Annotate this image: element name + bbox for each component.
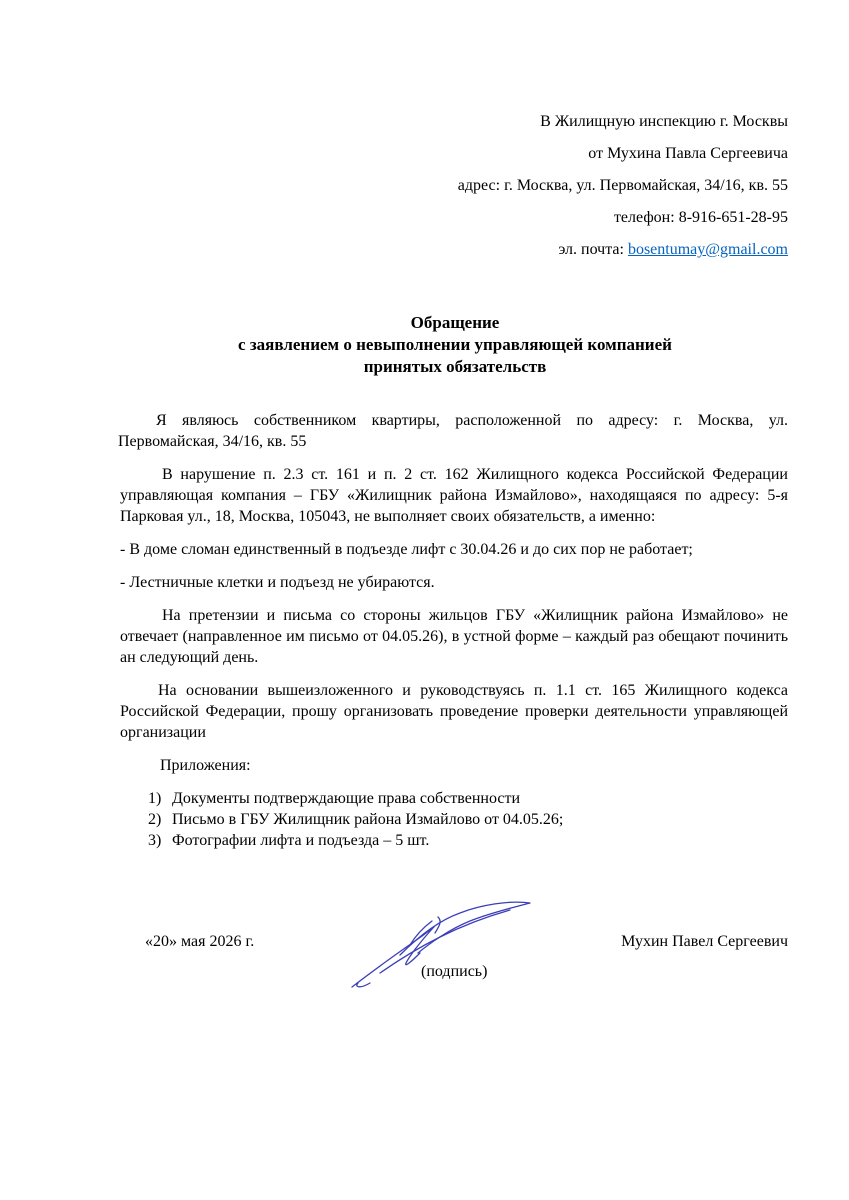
list-item xyxy=(120,830,788,851)
paragraph-lift: - В доме сломан единственный в подъезде лифт с 30.04.26 и до сих пор не работает; xyxy=(120,541,693,558)
list-item xyxy=(120,788,788,809)
paragraph-cleaning: - Лестничные клетки и подъезд не убираются. xyxy=(120,574,435,591)
title-line-2: с заявлением о невыполнении управляющей компанией xyxy=(238,335,672,354)
addressee-block xyxy=(458,112,788,272)
document-body xyxy=(120,410,788,851)
attachments-heading: Приложения: xyxy=(160,757,251,774)
document-title xyxy=(60,312,849,378)
list-item-number: 3) xyxy=(148,832,162,849)
signature-caption: (подпись) xyxy=(421,963,488,980)
sender-email xyxy=(458,240,788,272)
title-line-1: Обращение xyxy=(410,313,500,332)
email-link[interactable]: bosentumay@gmail.com xyxy=(627,241,788,258)
email-label: эл. почта: xyxy=(558,241,628,258)
signer-name: Мухин Павел Сергеевич xyxy=(621,933,788,950)
list-item-text: Документы подтверждающие права собственности xyxy=(172,790,520,807)
paragraph-violation: В нарушение п. 2.3 ст. 161 и п. 2 ст. 162 Жилищного кодекса Российской Федерации управляющая компания – ГБУ «Жилищник района Измайлово», находящаяся по адресу: 5-я Парковая ул., 18, Москва, 105043, не выполняет своих обязательств, а именно: xyxy=(120,466,788,525)
list-item-text: Письмо в ГБУ Жилищник района Измайлово от 04.05.26; xyxy=(172,811,564,828)
list-item-text: Фотографии лифта и подъезда – 5 шт. xyxy=(172,832,430,849)
attachments-list xyxy=(120,788,788,851)
paragraph-request: На основании вышеизложенного и руководствуясь п. 1.1 ст. 165 Жилищного кодекса Российской Федерации, прошу организовать проведение проверки деятельности управляющей организации xyxy=(120,682,788,741)
list-item xyxy=(120,809,788,830)
list-item-number: 2) xyxy=(148,811,162,828)
sender-address: адрес: г. Москва, ул. Первомайская, 34/16, кв. 55 xyxy=(457,177,788,194)
paragraph-complaints: На претензии и письма со стороны жильцов ГБУ «Жилищник района Измайлово» не отвечает (направленное им письмо от 04.05.26), в устной форме – каждый раз обещают починить ан следующий день. xyxy=(120,607,788,666)
title-line-3: принятых обязательств xyxy=(363,357,547,376)
sender-name: от Мухина Павла Сергеевича xyxy=(588,145,788,162)
document-date: «20» мая 2026 г. xyxy=(145,933,255,950)
list-item-number: 1) xyxy=(148,790,162,807)
addressee-line: В Жилищную инспекцию г. Москвы xyxy=(540,113,788,130)
paragraph-ownership: Я являюсь собственником квартиры, расположенной по адресу: г. Москва, ул. Первомайская, 34/16, кв. 55 xyxy=(118,412,788,450)
sender-phone: телефон: 8-916-651-28-95 xyxy=(613,209,788,226)
